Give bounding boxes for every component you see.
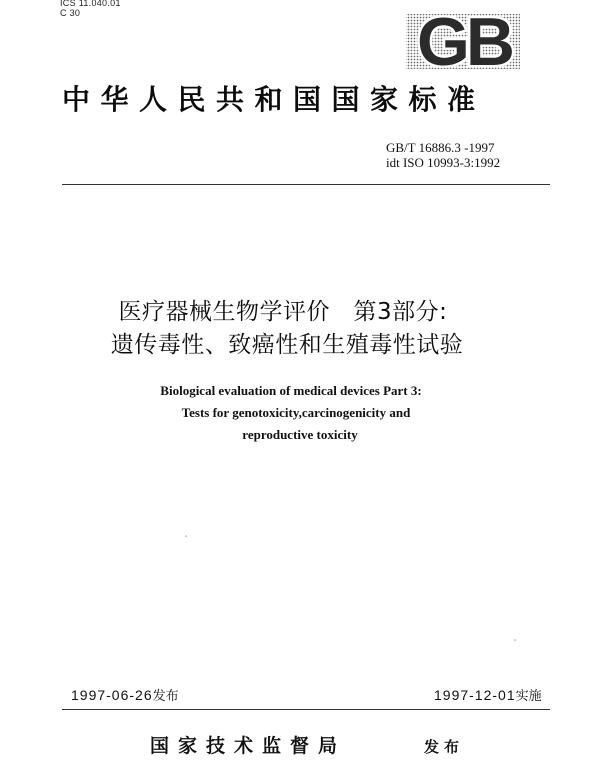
ccs-code: C 30 xyxy=(60,8,81,18)
issuer-name: 国家技术监督局 xyxy=(150,735,347,757)
standard-title: 中华人民共和国国家标准 xyxy=(62,83,486,116)
title-english-line-3: reproductive toxicity xyxy=(242,427,358,442)
issued-date-line xyxy=(71,686,179,706)
issuer-action: 发布 xyxy=(424,738,465,756)
effective-date-line xyxy=(434,686,542,706)
equivalent-standard: idt ISO 10993-3:1992 xyxy=(386,155,501,170)
title-chinese-line-2: 遗传毒性、致癌性和生殖毒性试验 xyxy=(110,332,464,358)
ics-code: ICS 11.040.01 xyxy=(60,0,121,8)
logo-text: GB xyxy=(417,10,511,72)
effective-tag: 实施 xyxy=(515,689,542,704)
issued-date: 1997-06-26 xyxy=(71,687,153,703)
effective-date: 1997-12-01 xyxy=(434,687,516,703)
issued-tag: 发布 xyxy=(152,689,179,704)
title-english-line-2: Tests for genotoxicity,carcinogenicity and xyxy=(181,405,411,420)
title-english-line-1: Biological evaluation of medical devices Part 3: xyxy=(160,383,422,398)
standard-number: GB/T 16886.3 -1997 xyxy=(386,140,495,155)
title-chinese-line-1: 医疗器械生物学评价 第3部分: xyxy=(118,299,448,325)
